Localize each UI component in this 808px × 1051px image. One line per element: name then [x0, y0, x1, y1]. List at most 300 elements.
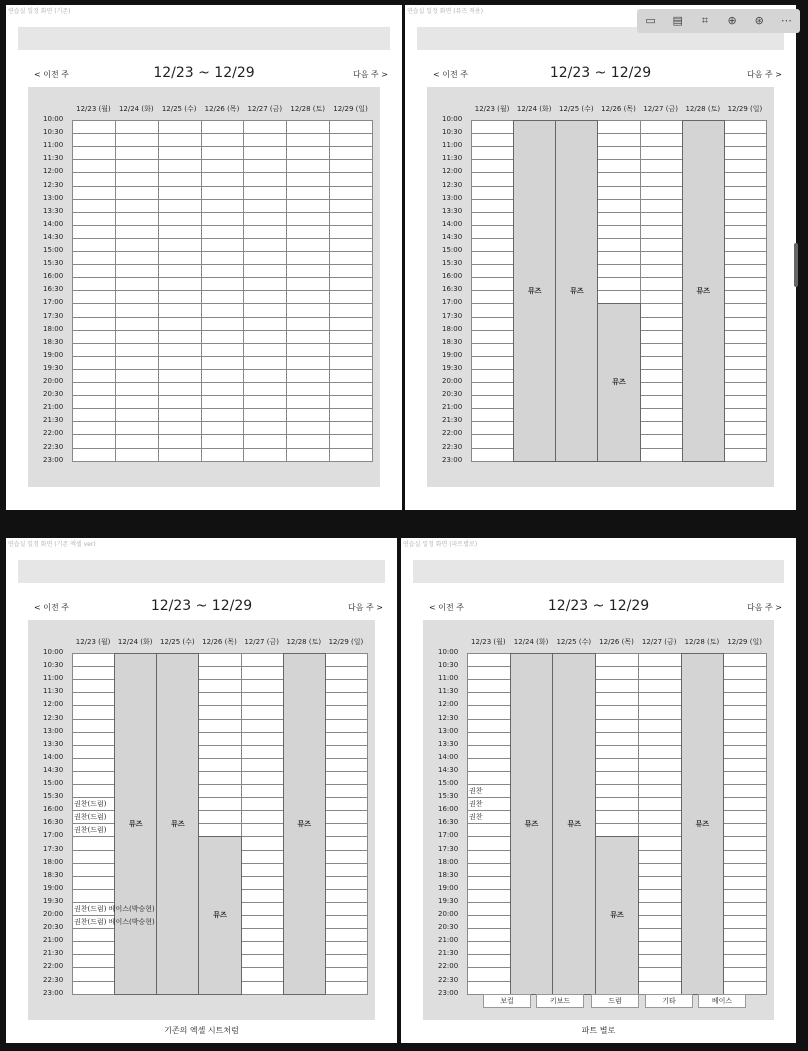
time-slot[interactable] [158, 356, 202, 370]
time-slot[interactable] [325, 876, 368, 890]
time-slot[interactable] [201, 448, 245, 462]
time-slot[interactable] [72, 679, 115, 693]
time-slot[interactable] [724, 199, 767, 213]
time-slot[interactable] [115, 303, 159, 317]
time-slot[interactable] [724, 186, 767, 200]
time-slot[interactable] [723, 745, 767, 759]
time-slot[interactable] [72, 719, 115, 733]
time-slot[interactable] [72, 382, 116, 396]
time-slot[interactable] [72, 421, 116, 435]
time-slot[interactable] [115, 159, 159, 173]
time-slot[interactable] [325, 981, 368, 995]
time-slot[interactable] [329, 290, 373, 304]
time-slot[interactable] [723, 902, 767, 916]
time-slot[interactable] [640, 199, 683, 213]
time-slot[interactable] [201, 330, 245, 344]
time-slot[interactable] [724, 225, 767, 239]
time-slot[interactable] [72, 771, 115, 785]
time-slot[interactable] [72, 133, 116, 147]
time-slot[interactable] [325, 797, 368, 811]
time-slot[interactable] [201, 382, 245, 396]
time-slot[interactable] [158, 238, 202, 252]
time-slot[interactable] [597, 264, 640, 278]
time-slot[interactable] [471, 448, 514, 462]
time-slot[interactable] [597, 225, 640, 239]
time-slot[interactable] [467, 823, 511, 837]
time-slot[interactable] [241, 889, 284, 903]
prev-week-button[interactable]: < 이전 주 [429, 603, 464, 612]
time-slot[interactable] [325, 889, 368, 903]
time-slot[interactable] [286, 382, 330, 396]
time-slot[interactable] [286, 303, 330, 317]
time-slot[interactable] [723, 915, 767, 929]
time-slot[interactable] [467, 771, 511, 785]
time-slot[interactable] [595, 705, 639, 719]
time-slot[interactable] [115, 395, 159, 409]
time-slot[interactable] [72, 876, 115, 890]
time-slot[interactable] [638, 758, 682, 772]
time-slot[interactable] [471, 225, 514, 239]
time-slot[interactable] [329, 356, 373, 370]
time-slot[interactable] [198, 771, 241, 785]
time-slot[interactable] [198, 692, 241, 706]
time-slot[interactable] [72, 238, 116, 252]
time-slot[interactable] [241, 810, 284, 824]
next-week-button[interactable]: 다음 주 > [348, 603, 383, 612]
time-slot[interactable] [115, 212, 159, 226]
time-slot[interactable] [201, 395, 245, 409]
time-slot[interactable] [241, 823, 284, 837]
time-slot[interactable] [467, 758, 511, 772]
time-slot[interactable] [286, 343, 330, 357]
time-slot[interactable] [243, 146, 287, 160]
time-slot[interactable] [72, 941, 115, 955]
time-slot[interactable] [286, 448, 330, 462]
time-slot[interactable] [471, 172, 514, 186]
time-slot[interactable] [640, 159, 683, 173]
time-slot[interactable] [198, 745, 241, 759]
time-slot[interactable] [640, 303, 683, 317]
time-slot[interactable] [471, 330, 514, 344]
time-slot[interactable] [640, 330, 683, 344]
time-slot[interactable] [115, 421, 159, 435]
time-slot[interactable] [325, 653, 368, 667]
time-slot[interactable] [467, 941, 511, 955]
time-slot[interactable] [158, 395, 202, 409]
time-slot[interactable] [638, 889, 682, 903]
time-slot[interactable] [640, 264, 683, 278]
time-slot[interactable] [115, 251, 159, 265]
time-slot[interactable] [638, 745, 682, 759]
time-slot[interactable] [286, 290, 330, 304]
time-slot[interactable] [115, 225, 159, 239]
time-slot[interactable] [286, 251, 330, 265]
time-slot[interactable] [72, 395, 116, 409]
time-slot[interactable] [467, 732, 511, 746]
time-slot[interactable] [467, 836, 511, 850]
time-slot[interactable] [201, 421, 245, 435]
time-slot[interactable] [115, 133, 159, 147]
time-slot[interactable] [158, 434, 202, 448]
time-slot[interactable] [241, 771, 284, 785]
time-slot[interactable] [286, 317, 330, 331]
time-slot[interactable] [329, 330, 373, 344]
time-slot[interactable] [201, 225, 245, 239]
time-slot[interactable] [72, 732, 115, 746]
time-slot[interactable] [72, 745, 115, 759]
time-slot[interactable] [72, 172, 116, 186]
time-slot[interactable] [243, 290, 287, 304]
time-slot[interactable] [72, 863, 115, 877]
zoom-in-icon[interactable]: ⊕ [727, 14, 737, 27]
time-slot[interactable] [723, 954, 767, 968]
time-slot[interactable] [286, 120, 330, 134]
time-slot[interactable] [241, 797, 284, 811]
time-slot[interactable] [198, 653, 241, 667]
time-slot[interactable] [724, 303, 767, 317]
time-slot[interactable] [723, 771, 767, 785]
time-slot[interactable] [471, 356, 514, 370]
time-slot[interactable] [640, 448, 683, 462]
prev-week-button[interactable]: < 이전 주 [34, 603, 69, 612]
time-slot[interactable] [198, 705, 241, 719]
time-slot[interactable] [115, 408, 159, 422]
time-slot[interactable] [325, 732, 368, 746]
time-slot[interactable] [595, 797, 639, 811]
booking-entry[interactable]: 권찬 [469, 800, 483, 809]
time-slot[interactable] [243, 356, 287, 370]
time-slot[interactable] [286, 264, 330, 278]
time-slot[interactable] [286, 421, 330, 435]
time-slot[interactable] [638, 981, 682, 995]
next-week-button[interactable]: 다음 주 > [747, 70, 782, 79]
booking-block[interactable]: 뮤즈 [156, 653, 199, 995]
time-slot[interactable] [471, 146, 514, 160]
time-slot[interactable] [329, 264, 373, 278]
next-week-button[interactable]: 다음 주 > [353, 70, 388, 79]
time-slot[interactable] [286, 408, 330, 422]
time-slot[interactable] [638, 719, 682, 733]
crop-icon[interactable]: ⌗ [701, 14, 708, 27]
time-slot[interactable] [638, 915, 682, 929]
time-slot[interactable] [286, 369, 330, 383]
time-slot[interactable] [724, 146, 767, 160]
time-slot[interactable] [471, 343, 514, 357]
time-slot[interactable] [241, 967, 284, 981]
time-slot[interactable] [325, 784, 368, 798]
time-slot[interactable] [467, 719, 511, 733]
time-slot[interactable] [243, 199, 287, 213]
time-slot[interactable] [158, 251, 202, 265]
time-slot[interactable] [471, 369, 514, 383]
time-slot[interactable] [329, 225, 373, 239]
time-slot[interactable] [201, 199, 245, 213]
booking-block[interactable]: 뮤즈 [595, 836, 639, 994]
time-slot[interactable] [241, 679, 284, 693]
time-slot[interactable] [72, 356, 116, 370]
time-slot[interactable] [471, 421, 514, 435]
time-slot[interactable] [198, 810, 241, 824]
booking-entry[interactable]: 권찬(드럼) 베이스(박승현) [74, 918, 155, 926]
time-slot[interactable] [286, 238, 330, 252]
time-slot[interactable] [243, 186, 287, 200]
time-slot[interactable] [723, 967, 767, 981]
time-slot[interactable] [158, 212, 202, 226]
time-slot[interactable] [158, 290, 202, 304]
time-slot[interactable] [115, 238, 159, 252]
time-slot[interactable] [198, 797, 241, 811]
time-slot[interactable] [467, 692, 511, 706]
booking-entry[interactable]: 권찬(드럼) [74, 826, 107, 835]
time-slot[interactable] [640, 408, 683, 422]
time-slot[interactable] [724, 356, 767, 370]
time-slot[interactable] [640, 251, 683, 265]
time-slot[interactable] [597, 238, 640, 252]
time-slot[interactable] [72, 758, 115, 772]
time-slot[interactable] [241, 915, 284, 929]
time-slot[interactable] [640, 356, 683, 370]
time-slot[interactable] [723, 863, 767, 877]
time-slot[interactable] [597, 186, 640, 200]
time-slot[interactable] [72, 705, 115, 719]
time-slot[interactable] [72, 303, 116, 317]
time-slot[interactable] [241, 705, 284, 719]
time-slot[interactable] [471, 317, 514, 331]
part-filter-button[interactable]: 키보드 [536, 994, 584, 1008]
time-slot[interactable] [723, 981, 767, 995]
time-slot[interactable] [72, 653, 115, 667]
time-slot[interactable] [241, 784, 284, 798]
time-slot[interactable] [325, 810, 368, 824]
time-slot[interactable] [724, 277, 767, 291]
time-slot[interactable] [201, 356, 245, 370]
time-slot[interactable] [115, 186, 159, 200]
time-slot[interactable] [201, 238, 245, 252]
time-slot[interactable] [329, 238, 373, 252]
time-slot[interactable] [638, 732, 682, 746]
part-filter-button[interactable]: 보컬 [483, 994, 531, 1008]
more-icon[interactable]: ⋯ [780, 14, 792, 27]
time-slot[interactable] [241, 902, 284, 916]
booking-block[interactable]: 뮤즈 [513, 120, 556, 462]
time-slot[interactable] [471, 186, 514, 200]
time-slot[interactable] [201, 186, 245, 200]
time-slot[interactable] [467, 954, 511, 968]
booking-block[interactable]: 뮤즈 [510, 653, 554, 995]
time-slot[interactable] [325, 745, 368, 759]
time-slot[interactable] [471, 408, 514, 422]
time-slot[interactable] [243, 225, 287, 239]
time-slot[interactable] [201, 290, 245, 304]
time-slot[interactable] [115, 382, 159, 396]
time-slot[interactable] [72, 317, 116, 331]
time-slot[interactable] [724, 317, 767, 331]
time-slot[interactable] [724, 159, 767, 173]
time-slot[interactable] [241, 981, 284, 995]
time-slot[interactable] [325, 928, 368, 942]
time-slot[interactable] [241, 954, 284, 968]
time-slot[interactable] [638, 679, 682, 693]
time-slot[interactable] [325, 941, 368, 955]
time-slot[interactable] [638, 771, 682, 785]
time-slot[interactable] [467, 653, 511, 667]
time-slot[interactable] [115, 356, 159, 370]
time-slot[interactable] [638, 666, 682, 680]
time-slot[interactable] [201, 369, 245, 383]
time-slot[interactable] [597, 277, 640, 291]
time-slot[interactable] [115, 317, 159, 331]
time-slot[interactable] [201, 251, 245, 265]
time-slot[interactable] [638, 836, 682, 850]
time-slot[interactable] [638, 928, 682, 942]
time-slot[interactable] [115, 343, 159, 357]
part-filter-button[interactable]: 기타 [645, 994, 693, 1008]
time-slot[interactable] [325, 915, 368, 929]
time-slot[interactable] [467, 705, 511, 719]
time-slot[interactable] [640, 369, 683, 383]
time-slot[interactable] [723, 836, 767, 850]
time-slot[interactable] [241, 850, 284, 864]
part-filter-button[interactable]: 베이스 [698, 994, 746, 1008]
time-slot[interactable] [241, 836, 284, 850]
time-slot[interactable] [640, 343, 683, 357]
time-slot[interactable] [158, 146, 202, 160]
time-slot[interactable] [595, 666, 639, 680]
time-slot[interactable] [286, 199, 330, 213]
time-slot[interactable] [243, 238, 287, 252]
time-slot[interactable] [595, 745, 639, 759]
time-slot[interactable] [158, 159, 202, 173]
time-slot[interactable] [597, 251, 640, 265]
time-slot[interactable] [597, 290, 640, 304]
time-slot[interactable] [286, 146, 330, 160]
time-slot[interactable] [325, 850, 368, 864]
time-slot[interactable] [243, 251, 287, 265]
time-slot[interactable] [243, 133, 287, 147]
time-slot[interactable] [724, 421, 767, 435]
time-slot[interactable] [724, 434, 767, 448]
time-slot[interactable] [724, 264, 767, 278]
booking-entry[interactable]: 권찬(드럼) [74, 813, 107, 822]
time-slot[interactable] [597, 146, 640, 160]
booking-block[interactable]: 뮤즈 [597, 303, 640, 461]
time-slot[interactable] [241, 745, 284, 759]
time-slot[interactable] [72, 264, 116, 278]
time-slot[interactable] [467, 876, 511, 890]
time-slot[interactable] [72, 369, 116, 383]
time-slot[interactable] [243, 330, 287, 344]
time-slot[interactable] [72, 212, 116, 226]
time-slot[interactable] [201, 133, 245, 147]
time-slot[interactable] [243, 395, 287, 409]
time-slot[interactable] [198, 666, 241, 680]
time-slot[interactable] [471, 395, 514, 409]
time-slot[interactable] [595, 784, 639, 798]
time-slot[interactable] [158, 133, 202, 147]
scrollbar[interactable] [794, 243, 798, 287]
time-slot[interactable] [201, 120, 245, 134]
time-slot[interactable] [198, 732, 241, 746]
time-slot[interactable] [329, 186, 373, 200]
time-slot[interactable] [325, 863, 368, 877]
time-slot[interactable] [597, 159, 640, 173]
time-slot[interactable] [241, 666, 284, 680]
time-slot[interactable] [329, 303, 373, 317]
time-slot[interactable] [115, 277, 159, 291]
time-slot[interactable] [286, 434, 330, 448]
time-slot[interactable] [638, 954, 682, 968]
time-slot[interactable] [158, 343, 202, 357]
booking-entry[interactable]: 권찬(드럼) 베이스(박승현) [74, 904, 155, 913]
time-slot[interactable] [723, 797, 767, 811]
time-slot[interactable] [115, 264, 159, 278]
time-slot[interactable] [640, 434, 683, 448]
download-icon[interactable]: ⊛ [754, 14, 764, 27]
comment-icon[interactable]: ▭ [645, 14, 656, 27]
part-filter-button[interactable]: 드럼 [591, 994, 639, 1008]
time-slot[interactable] [158, 225, 202, 239]
time-slot[interactable] [595, 823, 639, 837]
time-slot[interactable] [640, 395, 683, 409]
time-slot[interactable] [158, 448, 202, 462]
time-slot[interactable] [115, 146, 159, 160]
time-slot[interactable] [72, 784, 115, 798]
time-slot[interactable] [467, 863, 511, 877]
time-slot[interactable] [329, 408, 373, 422]
time-slot[interactable] [595, 732, 639, 746]
time-slot[interactable] [640, 146, 683, 160]
time-slot[interactable] [595, 692, 639, 706]
time-slot[interactable] [243, 317, 287, 331]
time-slot[interactable] [241, 758, 284, 772]
time-slot[interactable] [329, 172, 373, 186]
time-slot[interactable] [198, 758, 241, 772]
time-slot[interactable] [241, 732, 284, 746]
time-slot[interactable] [467, 902, 511, 916]
time-slot[interactable] [286, 225, 330, 239]
time-slot[interactable] [286, 186, 330, 200]
time-slot[interactable] [115, 448, 159, 462]
time-slot[interactable] [198, 784, 241, 798]
time-slot[interactable] [72, 928, 115, 942]
time-slot[interactable] [471, 212, 514, 226]
time-slot[interactable] [467, 850, 511, 864]
time-slot[interactable] [638, 941, 682, 955]
time-slot[interactable] [72, 434, 116, 448]
time-slot[interactable] [158, 382, 202, 396]
time-slot[interactable] [243, 159, 287, 173]
time-slot[interactable] [471, 199, 514, 213]
time-slot[interactable] [286, 330, 330, 344]
time-slot[interactable] [723, 653, 767, 667]
time-slot[interactable] [640, 225, 683, 239]
time-slot[interactable] [115, 434, 159, 448]
time-slot[interactable] [201, 146, 245, 160]
time-slot[interactable] [597, 199, 640, 213]
time-slot[interactable] [325, 679, 368, 693]
time-slot[interactable] [243, 421, 287, 435]
time-slot[interactable] [158, 120, 202, 134]
time-slot[interactable] [286, 172, 330, 186]
time-slot[interactable] [201, 408, 245, 422]
time-slot[interactable] [158, 317, 202, 331]
time-slot[interactable] [595, 719, 639, 733]
time-slot[interactable] [640, 212, 683, 226]
time-slot[interactable] [72, 850, 115, 864]
time-slot[interactable] [158, 199, 202, 213]
time-slot[interactable] [201, 343, 245, 357]
time-slot[interactable] [72, 889, 115, 903]
